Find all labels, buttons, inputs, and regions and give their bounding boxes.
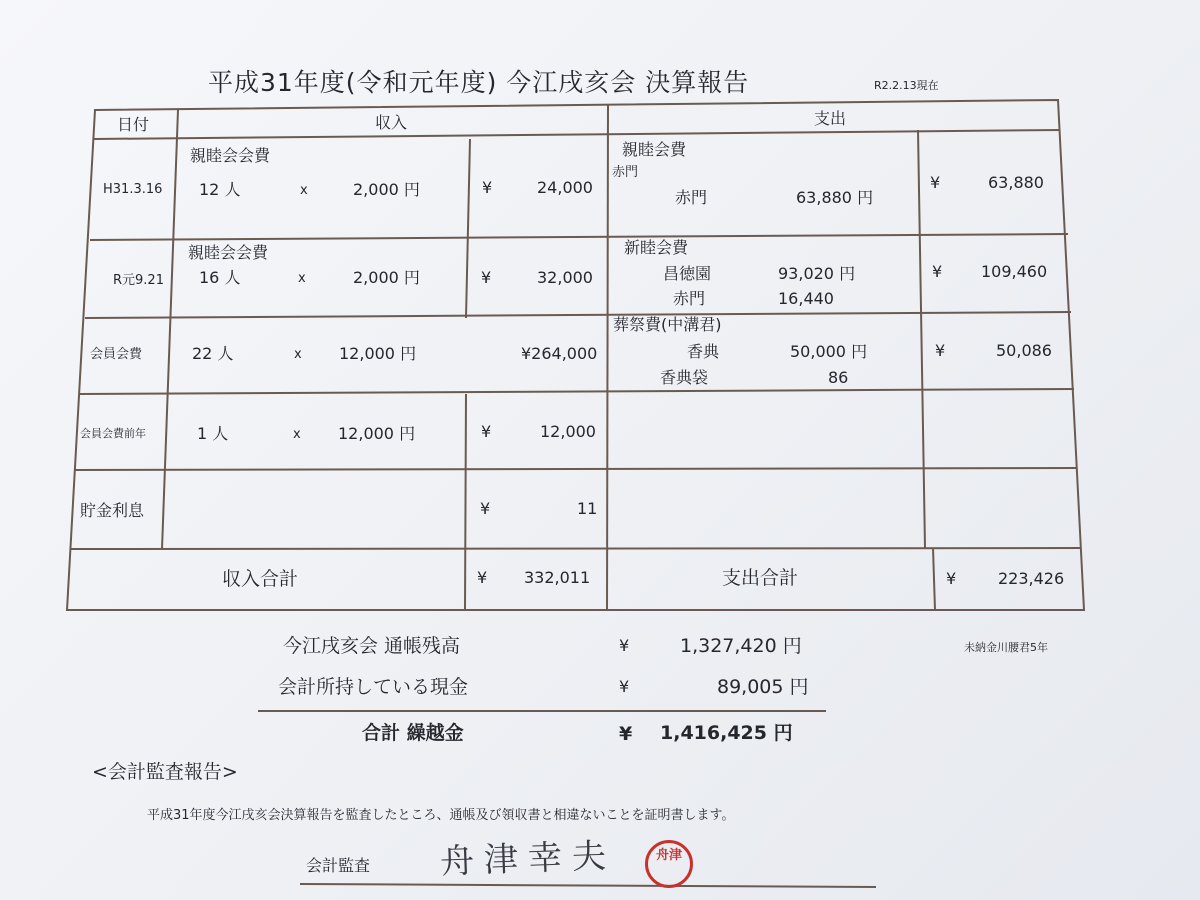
col-header-expense: 支出 [814, 109, 847, 128]
cash-amount: 89,005 円 [717, 676, 809, 698]
audit-heading: <会計監査報告> [92, 761, 238, 783]
row-date: H31.3.16 [103, 182, 163, 197]
income-amount: ¥264,000 [521, 344, 598, 363]
bank-balance-amount: 1,327,420 円 [680, 635, 802, 657]
yen-sign: ¥ [619, 677, 630, 696]
auditor-label: 会計監査 [306, 856, 371, 875]
expense-item-amount: 16,440 [778, 289, 834, 308]
income-amount: 11 [577, 499, 598, 518]
row-date: 貯金利息 [80, 501, 145, 520]
as-of-date: R2.2.13現在 [874, 79, 939, 92]
expense-item-amount: 86 [828, 368, 849, 387]
col-header-income: 収入 [375, 113, 408, 132]
yen-sign: ¥ [932, 262, 943, 281]
unit-price: 12,000 円 [339, 344, 417, 363]
times-sign: x [300, 183, 308, 198]
unpaid-note: 未納金川腰君5年 [964, 641, 1048, 654]
row-date: 会員会費 [90, 347, 143, 362]
yen-sign: ¥ [619, 636, 630, 655]
times-sign: x [293, 427, 301, 442]
expense-item-amount: 93,020 円 [778, 264, 856, 283]
expense-total-label: 支出合計 [722, 567, 799, 589]
times-sign: x [298, 271, 306, 286]
income-count: 1 人 [197, 424, 229, 443]
audit-statement: 平成31年度今江戌亥会決算報告を監査したところ、通帳及び領収書と相違ないことを証明書します。 [147, 808, 735, 823]
yen-sign: ¥ [482, 178, 493, 197]
expense-item-amount: 50,000 円 [790, 342, 868, 361]
cash-label: 会計所持している現金 [278, 676, 469, 698]
carryover-label: 合計 繰越金 [362, 722, 464, 744]
expense-item-name: 昌徳園 [663, 264, 712, 283]
report-title: 平成31年度(令和元年度) 今江戌亥会 決算報告 [208, 68, 750, 97]
unit-price: 2,000 円 [353, 180, 420, 199]
unit-price: 2,000 円 [353, 268, 420, 287]
yen-sign: ¥ [480, 499, 491, 518]
expense-item-name: 香典 [687, 342, 720, 361]
expense-sub-heading: 赤門 [612, 165, 639, 180]
expense-total: 50,086 [996, 341, 1052, 360]
income-amount: 32,000 [537, 268, 593, 287]
expense-total: 109,460 [981, 262, 1048, 281]
income-count: 16 人 [199, 268, 241, 287]
yen-sign: ¥ [946, 569, 957, 588]
expense-item-name: 赤門 [675, 188, 708, 207]
income-amount: 12,000 [540, 422, 596, 441]
income-count: 22 人 [192, 344, 234, 363]
income-total-amount: 332,011 [524, 568, 591, 587]
yen-sign: ¥ [481, 268, 492, 287]
expense-heading: 新睦会費 [624, 238, 689, 257]
expense-total-amount: 223,426 [998, 569, 1065, 588]
hanko-seal: 舟津 [645, 840, 693, 888]
row-date: R元9.21 [113, 273, 164, 288]
carryover-amount: 1,416,425 円 [660, 722, 793, 744]
expense-total: 63,880 [988, 173, 1044, 192]
unit-price: 12,000 円 [338, 424, 416, 443]
income-amount: 24,000 [537, 178, 593, 197]
times-sign: x [294, 347, 302, 362]
income-label: 親睦会会費 [190, 146, 271, 165]
expense-heading: 葬祭費(中溝君) [613, 315, 722, 334]
col-header-date: 日付 [117, 115, 150, 134]
income-total-label: 収入合計 [222, 568, 299, 590]
income-label: 親睦会会費 [188, 243, 269, 262]
yen-sign: ¥ [619, 723, 633, 745]
yen-sign: ¥ [481, 422, 492, 441]
expense-item-name: 赤門 [673, 289, 706, 308]
expense-item-amount: 63,880 円 [796, 188, 874, 207]
yen-sign: ¥ [477, 568, 488, 587]
expense-item-name: 香典袋 [660, 368, 709, 387]
auditor-signature: 舟津幸夫 [439, 835, 617, 883]
yen-sign: ¥ [930, 173, 941, 192]
expense-heading: 親睦会費 [622, 140, 687, 159]
yen-sign: ¥ [935, 341, 946, 360]
row-date: 会員会費前年 [80, 427, 146, 440]
income-count: 12 人 [199, 180, 241, 199]
bank-balance-label: 今江戌亥会 通帳残高 [283, 635, 461, 657]
